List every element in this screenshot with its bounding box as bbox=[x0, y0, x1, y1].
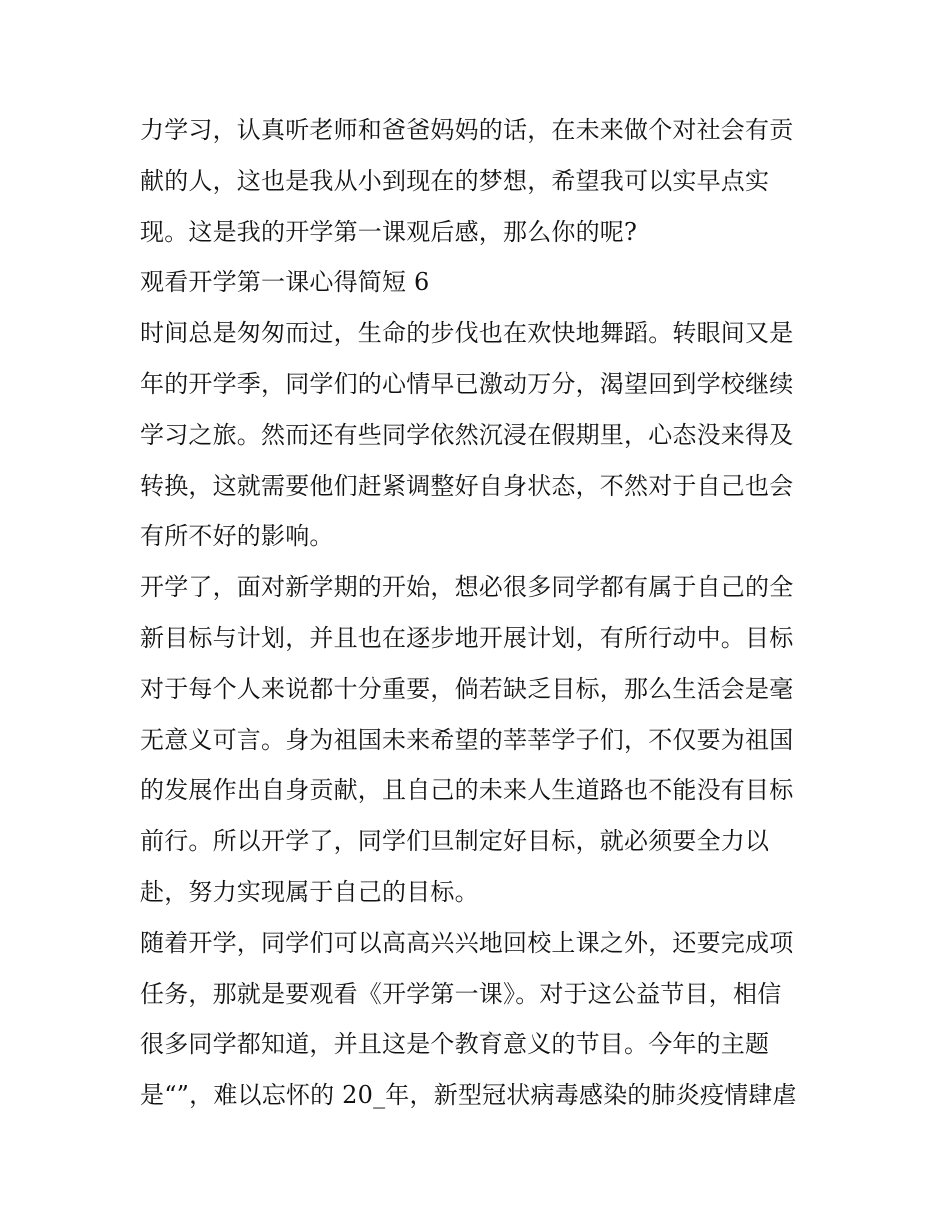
text-line: 任务，那就是要观看《开学第一课》。对于这公益节目，相信 bbox=[140, 979, 782, 1008]
text-line: 时间总是匆匆而过，生命的步伐也在欢快地舞蹈。转眼间又是 bbox=[140, 319, 794, 348]
text-line: 开学了，面对新学期的开始，想必很多同学都有属于自己的全 bbox=[140, 573, 794, 602]
text-line: 是“”，难以忘怀的 20_年，新型冠状病毒感染的肺炎疫情肆虐 bbox=[140, 1081, 797, 1110]
text-line: 无意义可言。身为祖国未来希望的莘莘学子们，不仅要为祖国 bbox=[140, 725, 794, 754]
text-line: 很多同学都知道，并且这是个教育意义的节目。今年的主题 bbox=[140, 1030, 770, 1059]
document-body bbox=[140, 105, 820, 1121]
text-line: 转换，这就需要他们赶紧调整好自身状态，不然对于自己也会 bbox=[140, 471, 794, 500]
text-line: 前行。所以开学了，同学们旦制定好目标，就必须要全力以 bbox=[140, 827, 770, 856]
text-line: 对于每个人来说都十分重要，倘若缺乏目标，那么生活会是毫 bbox=[140, 674, 794, 703]
text-line: 献的人，这也是我从小到现在的梦想，希望我可以实早点实 bbox=[140, 166, 770, 195]
text-line: 年的开学季，同学们的心情早已激动万分，渴望回到学校继续 bbox=[140, 369, 794, 398]
text-line: 赴，努力实现属于自己的目标。 bbox=[140, 877, 479, 906]
text-line: 学习之旅。然而还有些同学依然沉浸在假期里，心态没来得及 bbox=[140, 420, 794, 449]
text-line: 的发展作出自身贡献，且自己的未来人生道路也不能没有目标 bbox=[140, 776, 794, 805]
text-line: 新目标与计划，并且也在逐步地开展计划，有所行动中。目标 bbox=[140, 623, 794, 652]
text-line: 有所不好的影响。 bbox=[140, 522, 334, 551]
text-line: 力学习，认真听老师和爸爸妈妈的话，在未来做个对社会有贡 bbox=[140, 116, 794, 144]
section-heading: 观看开学第一课心得简短 6 bbox=[140, 268, 430, 297]
text-line: 现。这是我的开学第一课观后感，那么你的呢? bbox=[140, 217, 638, 246]
text-line: 随着开学，同学们可以高高兴兴地回校上课之外，还要完成项 bbox=[140, 928, 794, 957]
